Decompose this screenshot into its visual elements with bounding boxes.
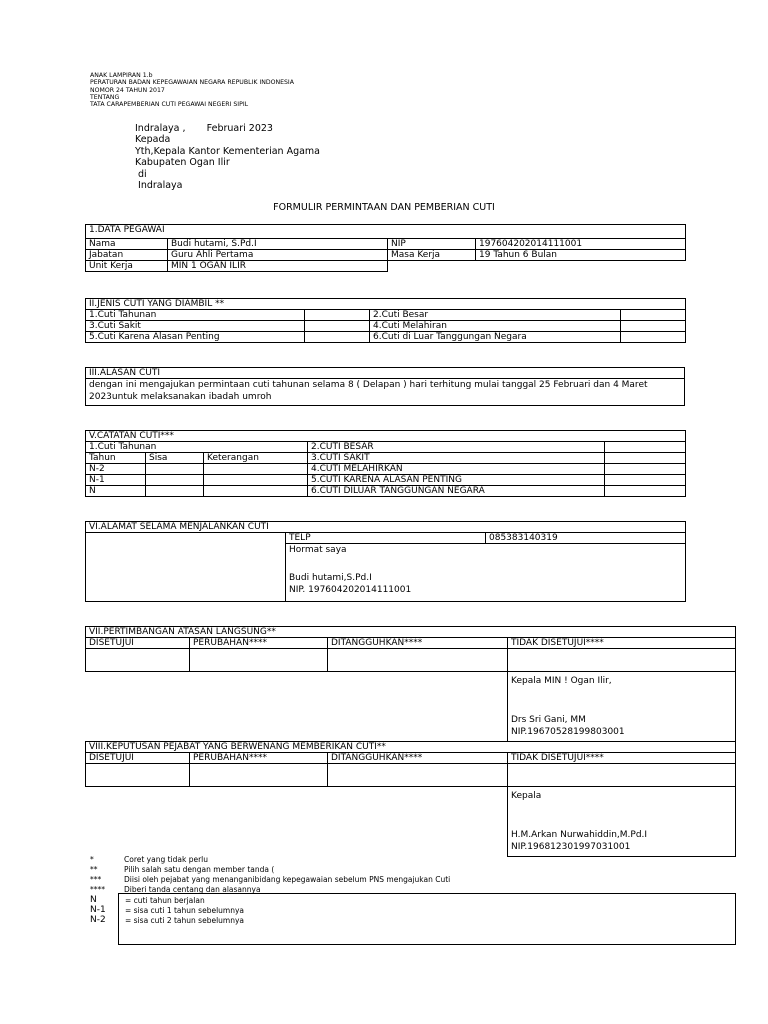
keterangan-value bbox=[204, 464, 308, 475]
unit-kerja-label: Unit Kerja bbox=[86, 261, 168, 272]
keterangan-value bbox=[204, 475, 308, 486]
empty-cell bbox=[476, 261, 686, 272]
applicant-name: Budi hutami,S.Pd.I bbox=[289, 573, 372, 583]
address-regency: Kabupaten Ogan Ilir bbox=[135, 157, 230, 169]
leave-note-value bbox=[605, 453, 686, 464]
nama-value: Budi hutami, S.Pd.I bbox=[168, 239, 388, 250]
year-label: N-1 bbox=[86, 475, 146, 486]
section-heading: 1.DATA PEGAWAI bbox=[86, 225, 686, 239]
section-heading: III.ALASAN CUTI bbox=[86, 368, 685, 379]
leave-check-box[interactable] bbox=[621, 310, 686, 321]
address-di: di bbox=[138, 168, 147, 180]
footnotes bbox=[90, 855, 450, 895]
leave-type: 3.Cuti Sakit bbox=[86, 321, 305, 332]
section-heading: II.JENIS CUTI YANG DIAMBIL ** bbox=[86, 299, 686, 310]
decision-box[interactable] bbox=[190, 649, 328, 672]
masa-kerja-label: Masa Kerja bbox=[388, 250, 476, 261]
leave-note-type: 2.CUTI BESAR bbox=[308, 442, 605, 453]
keterangan-value bbox=[204, 486, 308, 497]
leave-note-value bbox=[605, 475, 686, 486]
leave-note-value bbox=[605, 464, 686, 475]
legend-code: N bbox=[90, 895, 97, 905]
decision-box[interactable] bbox=[86, 764, 190, 787]
section-keputusan bbox=[85, 741, 736, 857]
telp-value: 085383140319 bbox=[486, 533, 686, 544]
header-line: ANAK LAMPIRAN 1.b bbox=[90, 72, 153, 79]
nama-label: Nama bbox=[86, 239, 168, 250]
applicant-nip: NIP. 197604202014111001 bbox=[289, 585, 412, 595]
supervisor-nip: NIP.19670528199803001 bbox=[511, 727, 625, 737]
legend-text: = sisa cuti 1 tahun sebelumnya bbox=[125, 906, 244, 915]
decision-box[interactable] bbox=[508, 649, 736, 672]
year-label: N-2 bbox=[86, 464, 146, 475]
sisa-value bbox=[146, 486, 204, 497]
empty-cell bbox=[86, 787, 508, 857]
note-text: Diisi oleh pejabat yang menanganibidang kepegawaian sebelum PNS mengajukan Cuti bbox=[124, 875, 451, 884]
section-alasan-cuti bbox=[85, 367, 685, 406]
col-keterangan: Keterangan bbox=[204, 453, 308, 464]
section-alamat bbox=[85, 521, 686, 602]
leave-type: 2.Cuti Besar bbox=[370, 310, 621, 321]
signature-block bbox=[286, 544, 686, 602]
hormat-saya: Hormat saya bbox=[289, 545, 347, 555]
col-tidak-disetujui: TIDAK DISETUJUI**** bbox=[508, 753, 736, 764]
section-catatan-cuti bbox=[85, 430, 686, 497]
supervisor-title: Kepala MIN ! Ogan Ilir, bbox=[511, 676, 612, 686]
section-heading: VIII.KEPUTUSAN PEJABAT YANG BERWENANG MEMBERIKAN CUTI** bbox=[86, 742, 736, 753]
leave-check-box[interactable] bbox=[621, 321, 686, 332]
note-mark: *** bbox=[90, 875, 102, 884]
jabatan-value: Guru Ahli Pertama bbox=[168, 250, 388, 261]
leave-check-box[interactable] bbox=[305, 332, 370, 343]
sisa-value bbox=[146, 464, 204, 475]
decision-box[interactable] bbox=[508, 764, 736, 787]
reason-text: dengan ini mengajukan permintaan cuti tahunan selama 8 ( Delapan ) hari terhitung mulai tanggal 25 Februari dan 4 Maret 2023untuk melaksanakan ibadah umroh bbox=[86, 379, 685, 406]
section-heading: VII.PERTIMBANGAN ATASAN LANGSUNG** bbox=[86, 627, 736, 638]
legend-box bbox=[118, 893, 736, 945]
legend-code: N-1 bbox=[90, 905, 106, 915]
leave-note-value bbox=[605, 486, 686, 497]
leave-note-value bbox=[605, 442, 686, 453]
header-line: NOMOR 24 TAHUN 2017 bbox=[90, 86, 165, 94]
address-empty bbox=[86, 533, 286, 602]
empty-cell bbox=[388, 261, 476, 272]
leave-note-type: 3.CUTI SAKIT bbox=[308, 453, 605, 464]
place-date: Indralaya , Februari 2023 bbox=[135, 123, 273, 134]
col-disetujui: DISETUJUI bbox=[86, 638, 190, 649]
decision-box[interactable] bbox=[328, 764, 508, 787]
address-block bbox=[135, 123, 320, 191]
col-perubahan: PERUBAHAN**** bbox=[190, 753, 328, 764]
leave-check-box[interactable] bbox=[305, 321, 370, 332]
note-text: Coret yang tidak perlu bbox=[124, 855, 209, 864]
section-heading: V.CATATAN CUTI*** bbox=[86, 431, 686, 442]
legend-codes bbox=[90, 895, 106, 925]
legend-text: = sisa cuti 2 tahun sebelumnya bbox=[125, 916, 244, 925]
leave-note-type: 6.CUTI DILUAR TANGGUNGAN NEGARA bbox=[308, 486, 605, 497]
address-to: Kepada bbox=[135, 134, 171, 146]
masa-kerja-value: 19 Tahun 6 Bulan bbox=[476, 250, 686, 261]
col-ditangguhkan: DITANGGUHKAN**** bbox=[328, 638, 508, 649]
telp-label: TELP bbox=[286, 533, 486, 544]
leave-check-box[interactable] bbox=[305, 310, 370, 321]
note-text: Pilih salah satu dengan member tanda ( bbox=[124, 865, 275, 874]
address-recipient: Yth,Kepala Kantor Kementerian Agama bbox=[135, 145, 320, 157]
decision-box[interactable] bbox=[86, 649, 190, 672]
address-city: Indralaya bbox=[135, 180, 183, 192]
leave-type: 5.Cuti Karena Alasan Penting bbox=[86, 332, 305, 343]
jabatan-label: Jabatan bbox=[86, 250, 168, 261]
header-line: PERATURAN BADAN KEPEGAWAIAN NEGARA REPUBLIK INDONESIA bbox=[90, 79, 294, 87]
official-title: Kepala bbox=[511, 791, 542, 801]
nip-value: 197604202014111001 bbox=[476, 239, 686, 250]
legend-code: N-2 bbox=[90, 915, 106, 925]
official-name: H.M.Arkan Nurwahiddin,M.Pd.I bbox=[511, 830, 648, 840]
col-ditangguhkan: DITANGGUHKAN**** bbox=[328, 753, 508, 764]
col-sisa: Sisa bbox=[146, 453, 204, 464]
leave-type: 1.Cuti Tahunan bbox=[86, 310, 305, 321]
header-line: TATA CARAPEMBERIAN CUTI PEGAWAI NEGERI SIPIL bbox=[90, 101, 249, 109]
col-tahun: Tahun bbox=[86, 453, 146, 464]
leave-type: 6.Cuti di Luar Tanggungan Negara bbox=[370, 332, 621, 343]
leave-check-box[interactable] bbox=[621, 332, 686, 343]
supervisor-signature bbox=[508, 672, 736, 742]
empty-cell bbox=[86, 672, 508, 742]
col-tidak-disetujui: TIDAK DISETUJUI**** bbox=[508, 638, 736, 649]
col-perubahan: PERUBAHAN**** bbox=[190, 638, 328, 649]
leave-note-type: 5.CUTI KARENA ALASAN PENTING bbox=[308, 475, 605, 486]
official-nip: NIP.196812301997031001 bbox=[511, 842, 631, 852]
regulation-header bbox=[90, 72, 294, 108]
section-pertimbangan bbox=[85, 626, 736, 742]
note-mark: **** bbox=[90, 885, 105, 894]
note-mark: * bbox=[90, 855, 94, 864]
legend-text: = cuti tahun berjalan bbox=[125, 896, 205, 905]
header-line: TENTANG bbox=[90, 93, 120, 101]
section-heading: VI.ALAMAT SELAMA MENJALANKAN CUTI bbox=[86, 522, 686, 533]
unit-kerja-value: MIN 1 OGAN ILIR bbox=[168, 261, 388, 272]
supervisor-name: Drs Sri Gani, MM bbox=[511, 715, 586, 725]
form-title: FORMULIR PERMINTAAN DAN PEMBERIAN CUTI bbox=[273, 202, 495, 213]
leave-note-type: 4.CUTI MELAHIRKAN bbox=[308, 464, 605, 475]
col-disetujui: DISETUJUI bbox=[86, 753, 190, 764]
year-label: N bbox=[86, 486, 146, 497]
section-jenis-cuti bbox=[85, 298, 686, 343]
decision-box[interactable] bbox=[328, 649, 508, 672]
sisa-value bbox=[146, 475, 204, 486]
nip-label: NIP bbox=[388, 239, 476, 250]
cuti-tahunan-title: 1.Cuti Tahunan bbox=[86, 442, 308, 453]
section-data-pegawai bbox=[85, 224, 686, 272]
note-text: Diberi tanda centang dan alasannya bbox=[124, 885, 261, 894]
decision-box[interactable] bbox=[190, 764, 328, 787]
official-signature bbox=[508, 787, 736, 857]
leave-type: 4.Cuti Melahiran bbox=[370, 321, 621, 332]
note-mark: ** bbox=[90, 865, 98, 874]
